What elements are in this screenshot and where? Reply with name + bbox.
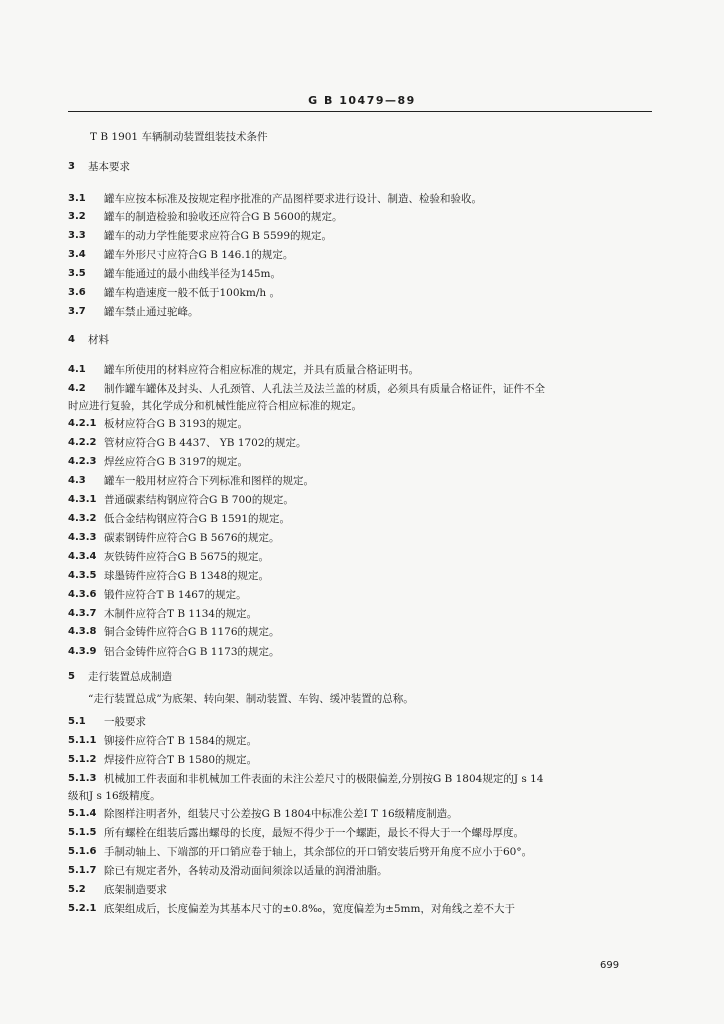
- section-title: 基本要求: [88, 161, 130, 173]
- clause-text: 罐车应按本标准及按规定程序批准的产品图样要求进行设计、制造、检验和验收。: [104, 193, 482, 205]
- clause-text: 除图样注明者外，组装尺寸公差按G B 1804中标准公差I T 16级精度制造。: [104, 808, 458, 820]
- clause-number: 3.6: [68, 287, 86, 298]
- clause-text: 铆接件应符合T B 1584的规定。: [104, 735, 258, 747]
- clause-number: 5.1: [68, 716, 86, 727]
- clause-text: 木制件应符合T B 1134的规定。: [104, 608, 258, 620]
- clause-number: 5.1.3: [68, 773, 97, 784]
- clause-number: 3.4: [68, 249, 86, 260]
- clause-text: “走行装置总成”为底架、转向架、制动装置、车钩、缓冲装置的总称。: [88, 693, 414, 705]
- clause-text: 焊接件应符合T B 1580的规定。: [104, 754, 258, 766]
- clause-number: 3.3: [68, 230, 86, 241]
- clause-number: 5.2: [68, 884, 86, 895]
- clause-number: 4.3.8: [68, 626, 97, 637]
- clause-number: 4.3.9: [68, 646, 97, 657]
- clause-text: 球墨铸件应符合G B 1348的规定。: [104, 570, 270, 582]
- clause-number: 5: [68, 671, 75, 682]
- clause-text: 除已有规定者外，各转动及滑动面间须涂以适量的润滑油脂。: [104, 865, 388, 877]
- header-rule: [68, 111, 652, 112]
- clause-number: 5.1.7: [68, 865, 97, 876]
- clause-text: 铝合金铸件应符合G B 1173的规定。: [104, 646, 280, 658]
- clause-number: 5.1.2: [68, 754, 97, 765]
- clause-text: 普通碳素结构钢应符合G B 700的规定。: [104, 494, 294, 506]
- clause-number: 4.1: [68, 364, 86, 375]
- clause-text: 灰铁铸件应符合G B 5675的规定。: [104, 551, 270, 563]
- clause-number: 4: [68, 334, 75, 345]
- clause-number: 4.3.2: [68, 513, 97, 524]
- clause-number: 3.5: [68, 268, 86, 279]
- clause-number: 5.1.1: [68, 735, 97, 746]
- clause-text: 时应进行复验，其化学成分和机械性能应符合相应标准的规定。: [68, 400, 362, 412]
- clause-number: 3.1: [68, 193, 86, 204]
- clause-text: 铜合金铸件应符合G B 1176的规定。: [104, 626, 280, 638]
- clause-text: 底架制造要求: [104, 884, 167, 896]
- clause-number: 4.3.3: [68, 532, 97, 543]
- clause-number: 4.2: [68, 383, 86, 394]
- clause-text: 罐车构造速度一般不低于100km/h 。: [104, 287, 280, 299]
- clause-number: 4.3: [68, 475, 86, 486]
- clause-number: 4.3.1: [68, 494, 97, 505]
- clause-number: 4.3.6: [68, 589, 97, 600]
- clause-number: 3.2: [68, 211, 86, 222]
- clause-number: 5.1.4: [68, 808, 97, 819]
- clause-text: 罐车所使用的材料应符合相应标准的规定，并具有质量合格证明书。: [104, 364, 419, 376]
- clause-text: 所有螺栓在组装后露出螺母的长度，最短不得少于一个螺距，最长不得大于一个螺母厚度。: [104, 827, 524, 839]
- clause-text: T B 1901 车辆制动装置组装技术条件: [90, 131, 268, 143]
- clause-text: 手制动轴上、下端部的开口销应卷于轴上，其余部位的开口销安装后劈开角度不应小于60°。: [104, 846, 533, 858]
- clause-text: 底架组成后，长度偏差为其基本尺寸的±0.8‰，宽度偏差为±5mm，对角线之差不大于: [104, 903, 515, 915]
- clause-text: 机械加工件表面和非机械加工件表面的未注公差尺寸的极限偏差,分别按G B 1804规定的J s 14: [104, 773, 544, 785]
- clause-number: 4.2.3: [68, 456, 97, 467]
- clause-text: 罐车禁止通过驼峰。: [104, 306, 199, 318]
- clause-number: 4.3.4: [68, 551, 97, 562]
- clause-text: 低合金结构钢应符合G B 1591的规定。: [104, 513, 291, 525]
- clause-text: 级和J s 16级精度。: [68, 790, 161, 802]
- clause-text: 碳素钢铸件应符合G B 5676的规定。: [104, 532, 280, 544]
- clause-number: 3.7: [68, 306, 86, 317]
- clause-text: 焊丝应符合G B 3197的规定。: [104, 456, 249, 468]
- clause-text: 罐车外形尺寸应符合G B 146.1的规定。: [104, 249, 294, 261]
- clause-text: 一般要求: [104, 716, 146, 728]
- clause-text: 板材应符合G B 3193的规定。: [104, 418, 249, 430]
- page-number: 699: [600, 960, 620, 971]
- section-title: 材料: [88, 334, 109, 346]
- clause-number: 4.2.2: [68, 437, 97, 448]
- clause-text: 罐车的制造检验和验收还应符合G B 5600的规定。: [104, 211, 343, 223]
- clause-text: 锻件应符合T B 1467的规定。: [104, 589, 247, 601]
- clause-number: 5.2.1: [68, 903, 97, 914]
- section-title: 走行装置总成制造: [88, 671, 172, 683]
- clause-text: 管材应符合G B 4437、 YB 1702的规定。: [104, 437, 307, 449]
- clause-number: 5.1.6: [68, 846, 97, 857]
- clause-number: 4.3.7: [68, 608, 97, 619]
- clause-number: 4.3.5: [68, 570, 97, 581]
- clause-number: 4.2.1: [68, 418, 97, 429]
- clause-text: 罐车的动力学性能要求应符合G B 5599的规定。: [104, 230, 332, 242]
- clause-number: 5.1.5: [68, 827, 97, 838]
- clause-text: 制作罐车罐体及封头、人孔颈管、人孔法兰及法兰盖的材质，必须具有质量合格证件，证件不全: [104, 383, 545, 395]
- clause-text: 罐车能通过的最小曲线半径为145m。: [104, 268, 281, 280]
- clause-text: 罐车一般用材应符合下列标准和图样的规定。: [104, 475, 314, 487]
- standard-code-header: G B 10479—89: [308, 94, 416, 107]
- clause-number: 3: [68, 161, 75, 172]
